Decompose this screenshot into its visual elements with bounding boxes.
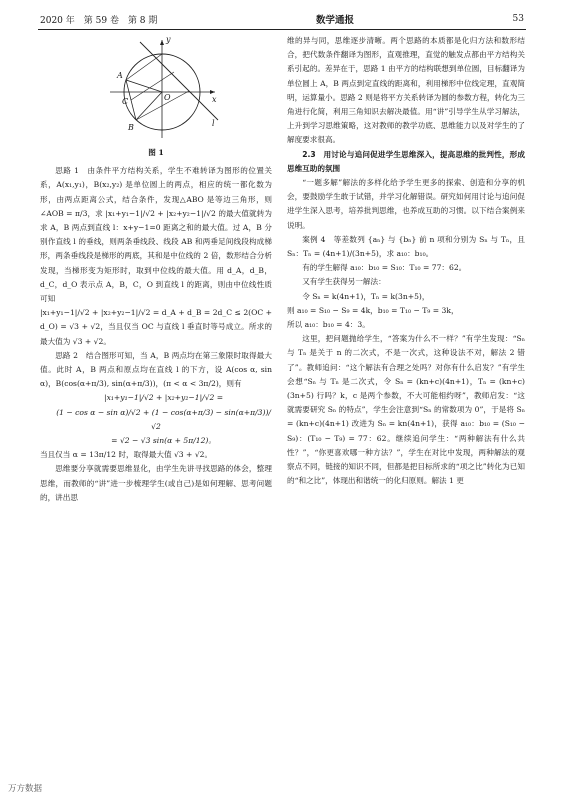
figure-1 <box>40 34 272 144</box>
idea-1-paragraph: 思路 1 由条件平方结构关系，学生不难转译为图形的位置关系，A(x₁,y₁)，B(x₂,y₂) 是单位圆上的两点，相应的统一都化数为形，由两点距离公式，结合条件，发现△ABO 是等边三角形，则 ∠AOB = π/3，求 |x₁+y₁−1|/√2 + |x₂+y₂−1|/√2 的最大值就转为求 A，B 两点到直线 l：x+y−1=0 距离之和的最大值。过 A，B 分别作直线 l 的垂线，则两条垂线段、线段 AB 和两垂足间线段构成梯形，两条垂线段是梯形的两底，其和是中位线的 2 倍，数形结合分析发现，当梯形变为矩形时，取到中位线的最大值。用 d_A，d_B，d_C，d_O 表示点 A，B，C，O 到直线 l 的距离，则由中位线性质可知 <box>40 166 272 304</box>
right-column <box>287 34 525 489</box>
solution-2-line-3: 所以 a₁₀：b₁₀ = 4：3。 <box>287 320 370 330</box>
sharing-paragraph: 思维要分享就需要思维显化，由学生先讲寻找思路的体会，整理思维，而教师的“讲”进一步梳理学生(或自己)是如何理解、思考问题的，讲出思 <box>40 464 272 502</box>
journal-title: 数学通报 <box>315 15 354 26</box>
label-B: B <box>128 123 134 132</box>
idea-2-paragraph: 思路 2 结合图形可知，当 A，B 两点均在第三象限时取得最大值。此时 A，B 两点和原点均在直线 l 的下方，设 A(cos α, sin α)，B(cos(α+π/3), sin(α+π/3))，(π < α < 3π/2)，则有 <box>40 350 272 389</box>
idea-2-result: 当且仅当 α = 13π/12 时，取得最大值 √3 + √2。 <box>40 450 213 460</box>
label-O: O <box>164 93 171 102</box>
idea-1-equation: |x₁+y₁−1|/√2 + |x₂+y₂−1|/√2 = d_A + d_B = 2d_C ≤ 2(OC + d_O) = √3 + √2，当且仅当 OC 与直线 l 垂直时等号成立。所求的最大值为 √3 + √2。 <box>40 308 272 346</box>
label-l: l <box>212 119 215 128</box>
solution-1-line: 有的学生解得 a₁₀：b₁₀ = S₁₀：T₁₀ = 77：62。 <box>302 263 467 273</box>
analysis-paragraph: 这里，把问题抛给学生，“答案为什么不一样？”有学生发现：“Sₙ 与 Tₙ 是关于 n 的二次式，不是一次式，这种设法不对，解法 2 错了”。教师追问：“这个解法有合理之处吗？对你有什么启发？”有学生会想“Sₙ 与 Tₙ 是二次式，令 Sₙ = (kn+c)(4n+1)，Tₙ = (kn+c)(3n+5) 行吗？k，c 是两个参数，不大可能相约呀”，教师启发：“这就需要研究 Sₙ 的特点”，学生会注意到“Sₙ 的常数项为 0”，于是将 Sₙ = (kn+c)(4n+1) 改进为 Sₙ = kn(4n+1)，获得 a₁₀：b₁₀ = (S₁₀ − S₉)：(T₁₀ − T₉) = 77：62。继续追问学生：“两种解法有什么共性？”，“你更喜欢哪一种方法？”，学生在对比中发现，两种解法的观察点不同，链接的知识不同，但都是把目标所求的“项之比”转化为已知的“和之比”，体现出和谐统一的化归原则。解法 1 更 <box>287 334 525 486</box>
header-rule <box>38 29 526 30</box>
discussion-paragraph: “一题多解”解法的多样化给予学生更多的探索、创造和分享的机会，要鼓励学生敢于试错，并学习化解错误。研究如何用讨论与追问促进学生深入思考，培养批判思维，也养成互助的习惯。以下结合案例来说明。 <box>287 178 525 230</box>
label-C: C <box>122 97 129 106</box>
solution-2-line-1: 令 Sₙ = k(4n+1)，Tₙ = k(3n+5)， <box>302 291 430 301</box>
page-number: 53 <box>512 14 524 24</box>
label-y: y <box>166 35 171 44</box>
label-x: x <box>212 95 217 104</box>
left-column <box>40 34 272 505</box>
label-A: A <box>117 71 123 80</box>
solution-2-intro: 又有学生获得另一解法： <box>302 277 386 287</box>
footer-watermark: 万方数据 <box>8 784 43 794</box>
section-heading-2-3: 2.3 用讨论与追问促进学生思维深入，提高思维的批判性，形成思维互助的氛围 <box>287 149 525 173</box>
idea-2-equation-1: |x₁+y₁−1|/√2 + |x₂+y₂−1|/√2 = <box>104 393 224 403</box>
case-4-statement: 案例 4 等差数列 {aₙ} 与 {bₙ} 前 n 项和分别为 Sₙ 与 Tₙ，且 Sₙ：Tₙ = (4n+1)/(3n+5)，求 a₁₀：b₁₀。 <box>287 234 525 259</box>
solution-2-line-2: 则 a₁₀ = S₁₀ − S₉ = 4k，b₁₀ = T₁₀ − T₉ = 3k， <box>287 305 459 315</box>
idea-2-equation-3: = √2 − √3 sin(α + 5π/12)。 <box>111 436 216 446</box>
page-header <box>40 12 524 26</box>
journal-issue: 2020 年 第 59 卷 第 8 期 <box>40 15 158 26</box>
unit-circle-diagram <box>40 34 272 144</box>
figure-caption: 图 1 <box>148 148 164 157</box>
comparison-paragraph: 维的异与同，思维逐步清晰。两个思路的本质都是化归方法和数形结合，把代数条件翻译为图形，直观推理，直觉的触发点都由平方结构关系引起的。差异在于，思路 1 由平方的结构联想到单位圆，目标翻译为单位圆上 A，B 两点到定直线的距离和，利用梯形中位线定理，直观简明，运算量小。思路 2 则是将平方关系转译为圆的参数方程，转化为三角进行化简，利用三角知识去解决最值。用“讲”引导学生从学习解法，上升到学习思维策略，这对教师的教学功底、思维能力以及对学生的了解度要求很高。 <box>287 36 525 145</box>
idea-2-equation-2: (1 − cos α − sin α)/√2 + (1 − cos(α+π/3) − sin(α+π/3))/√2 <box>56 407 271 431</box>
